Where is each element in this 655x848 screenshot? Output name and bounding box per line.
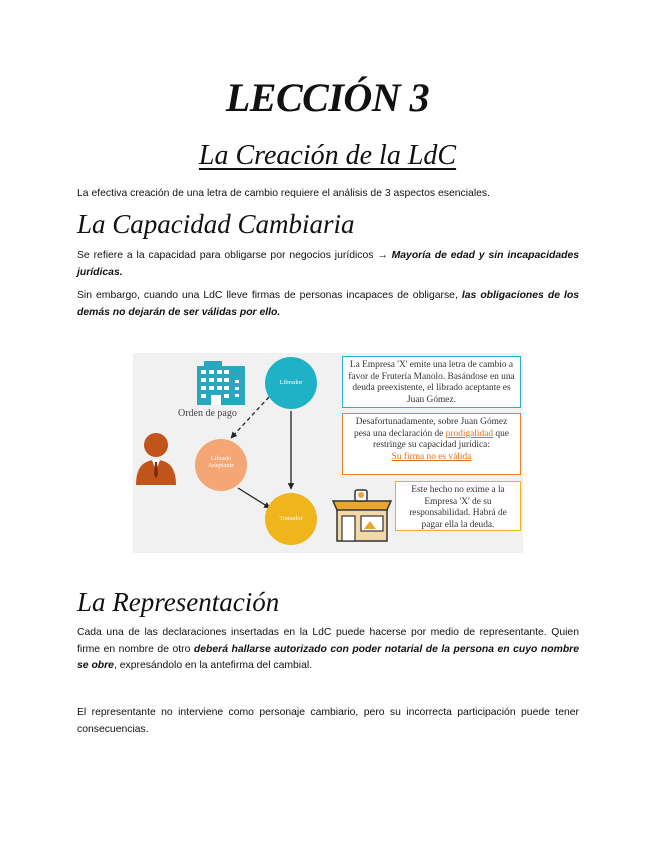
representacion-paragraph-2: El representante no interviene como personaje cambiario, pero su incorrecta participación puede tener consecuencias. [77,707,579,735]
section-heading-capacidad: La Capacidad Cambiaria [77,209,355,239]
label-librador: Librador [279,379,303,386]
lesson-subtitle: La Creación de la LdC [198,140,457,171]
building-icon [197,361,245,405]
label-librado: Librado Aceptante [207,455,235,469]
capacity-diagram [133,353,523,553]
lesson-title: LECCIÓN 3 [225,75,430,120]
capacidad-paragraph-2 [77,288,579,321]
box2-text-b: que restringe su capacidad jurídica: [373,428,509,450]
note-box-3: Este hecho no exime a la Empresa 'X' de su responsabilidad. Habrá de pagar ella la deuda. [395,481,521,531]
label-tomador: Tomador [279,515,303,522]
capacidad-p2-text: Sin embargo, cuando una LdC lleve firmas de personas incapaces de obligarse, [77,290,462,301]
box2-text-a: Desafortunadamente, sobre Juan Gómez pesa una declaración de [354,417,508,439]
figure-caption: Orden de pago [178,408,237,419]
box2-conclusion: Su firma no es válida [391,451,472,462]
capacidad-paragraph-1 [77,248,579,281]
representacion-p1-text: Cada una de las declaraciones insertadas en la LdC puede hacerse por medio de representante. Quien firme en nombre de otro [77,627,579,655]
shop-icon [333,490,391,541]
representacion-paragraph-1 [77,625,579,675]
capacidad-p1-text: Se refiere a la capacidad para obligarse por negocios jurídicos → [77,250,392,261]
person-icon [136,433,176,485]
capacidad-p2-bold: las obligaciones de los demás no dejarán de ser válidas por ello. [77,290,579,318]
capacidad-p1-bold: Mayoría de edad y sin incapacidades jurídicas. [77,250,579,278]
note-box-2 [342,413,521,475]
section-heading-representacion: La Representación [77,587,280,617]
intro-paragraph: La efectiva creación de una letra de cambio requiere el análisis de 3 aspectos esenciales. [77,188,490,199]
representacion-p1-tail: , expresándolo en la antefirma del cambial. [113,660,313,671]
box2-highlight: prodigalidad [445,428,494,439]
representacion-p1-bold: deberá hallarse autorizado con poder notarial de la persona en cuyo nombre se obre [77,643,579,671]
arrow-librado-tomador [238,488,270,508]
note-box-1: La Empresa 'X' emite una letra de cambio a favor de Frutería Manolo. Basándose en una deuda preexistente, el librado aceptante es Juan Gómez. [342,356,521,408]
